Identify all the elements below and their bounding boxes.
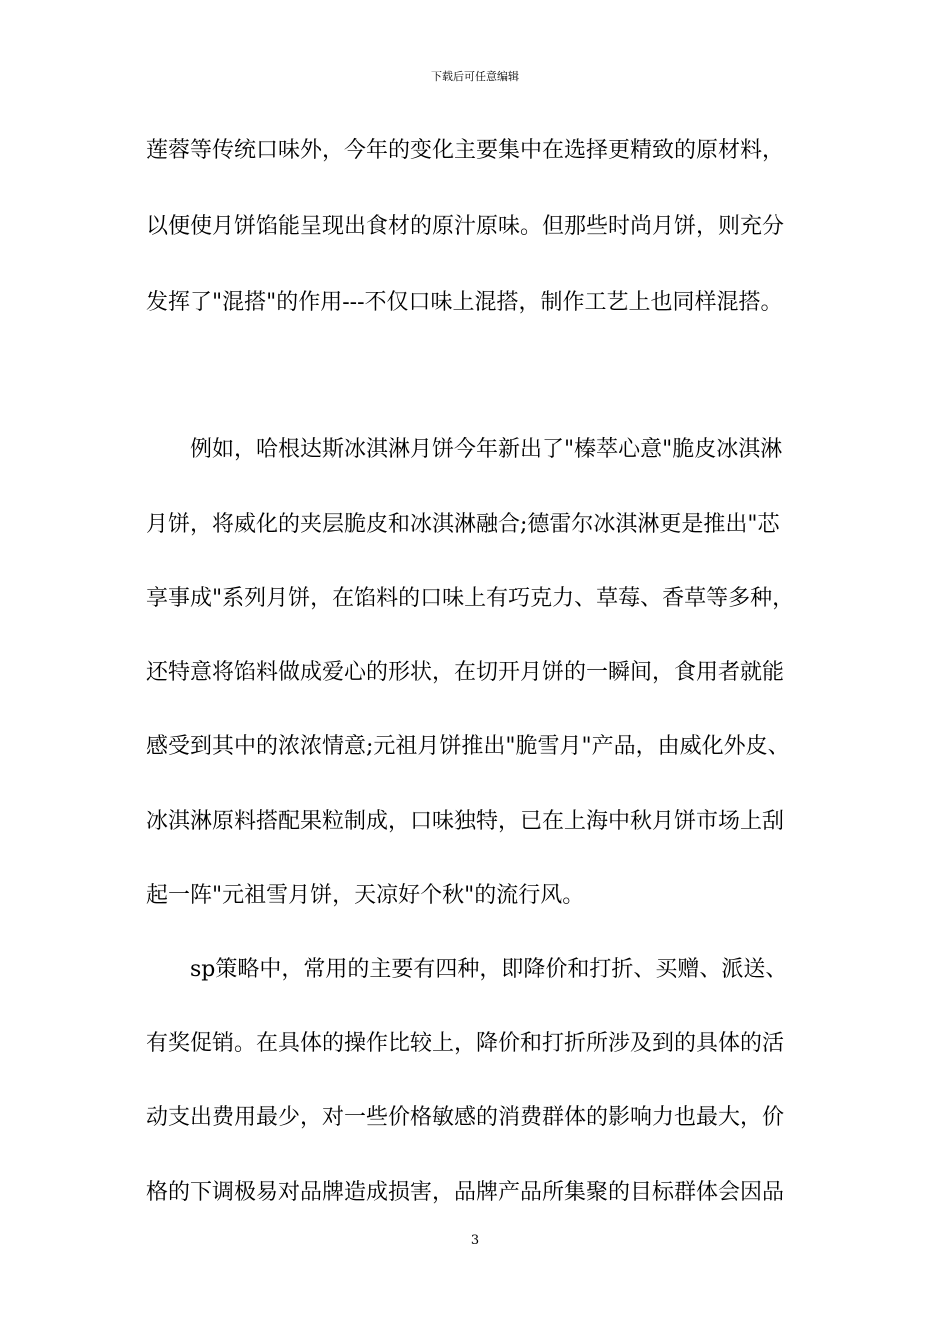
paragraph-3-line-2: 有奖促销。在具体的操作比较上，降价和打折所涉及到的具体的活: [146, 1031, 785, 1056]
paragraph-2-line-2: 月饼，将威化的夹层脆皮和冰淇淋融合;德雷尔冰淇淋更是推出"芯: [146, 512, 780, 537]
paragraph-1-line-2: 以便使月饼馅能呈现出食材的原汁原味。但那些时尚月饼，则充分: [146, 214, 785, 239]
paragraph-2-line-6: 冰淇淋原料搭配果粒制成，口味独特，已在上海中秋月饼市场上刮: [146, 809, 785, 834]
page-header: 下载后可任意编辑: [431, 70, 519, 83]
page-number: 3: [470, 1233, 480, 1248]
paragraph-2-line-7: 起一阵"元祖雪月饼，天凉好个秋"的流行风。: [146, 883, 585, 908]
paragraph-3-line-1: sp策略中，常用的主要有四种，即降价和打折、买赠、派送、: [190, 957, 788, 982]
paragraph-2-line-1: 例如，哈根达斯冰淇淋月饼今年新出了"榛萃心意"脆皮冰淇淋: [190, 437, 783, 462]
paragraph-3-line-3: 动支出费用最少，对一些价格敏感的消费群体的影响力也最大，价: [146, 1105, 785, 1130]
paragraph-1-line-3: 发挥了"混搭"的作用---不仅口味上混搭，制作工艺上也同样混搭。: [146, 290, 783, 315]
paragraph-1-line-1: 莲蓉等传统口味外，今年的变化主要集中在选择更精致的原材料，: [146, 138, 785, 163]
paragraph-2-line-5: 感受到其中的浓浓情意;元祖月饼推出"脆雪月"产品，由威化外皮、: [146, 734, 790, 759]
paragraph-2-line-4: 还特意将馅料做成爱心的形状，在切开月饼的一瞬间，食用者就能: [146, 660, 785, 685]
paragraph-3-line-4: 格的下调极易对品牌造成损害，品牌产品所集聚的目标群体会因品: [146, 1180, 785, 1205]
paragraph-2-line-3: 享事成"系列月饼，在馅料的口味上有巧克力、草莓、香草等多种，: [146, 586, 795, 611]
